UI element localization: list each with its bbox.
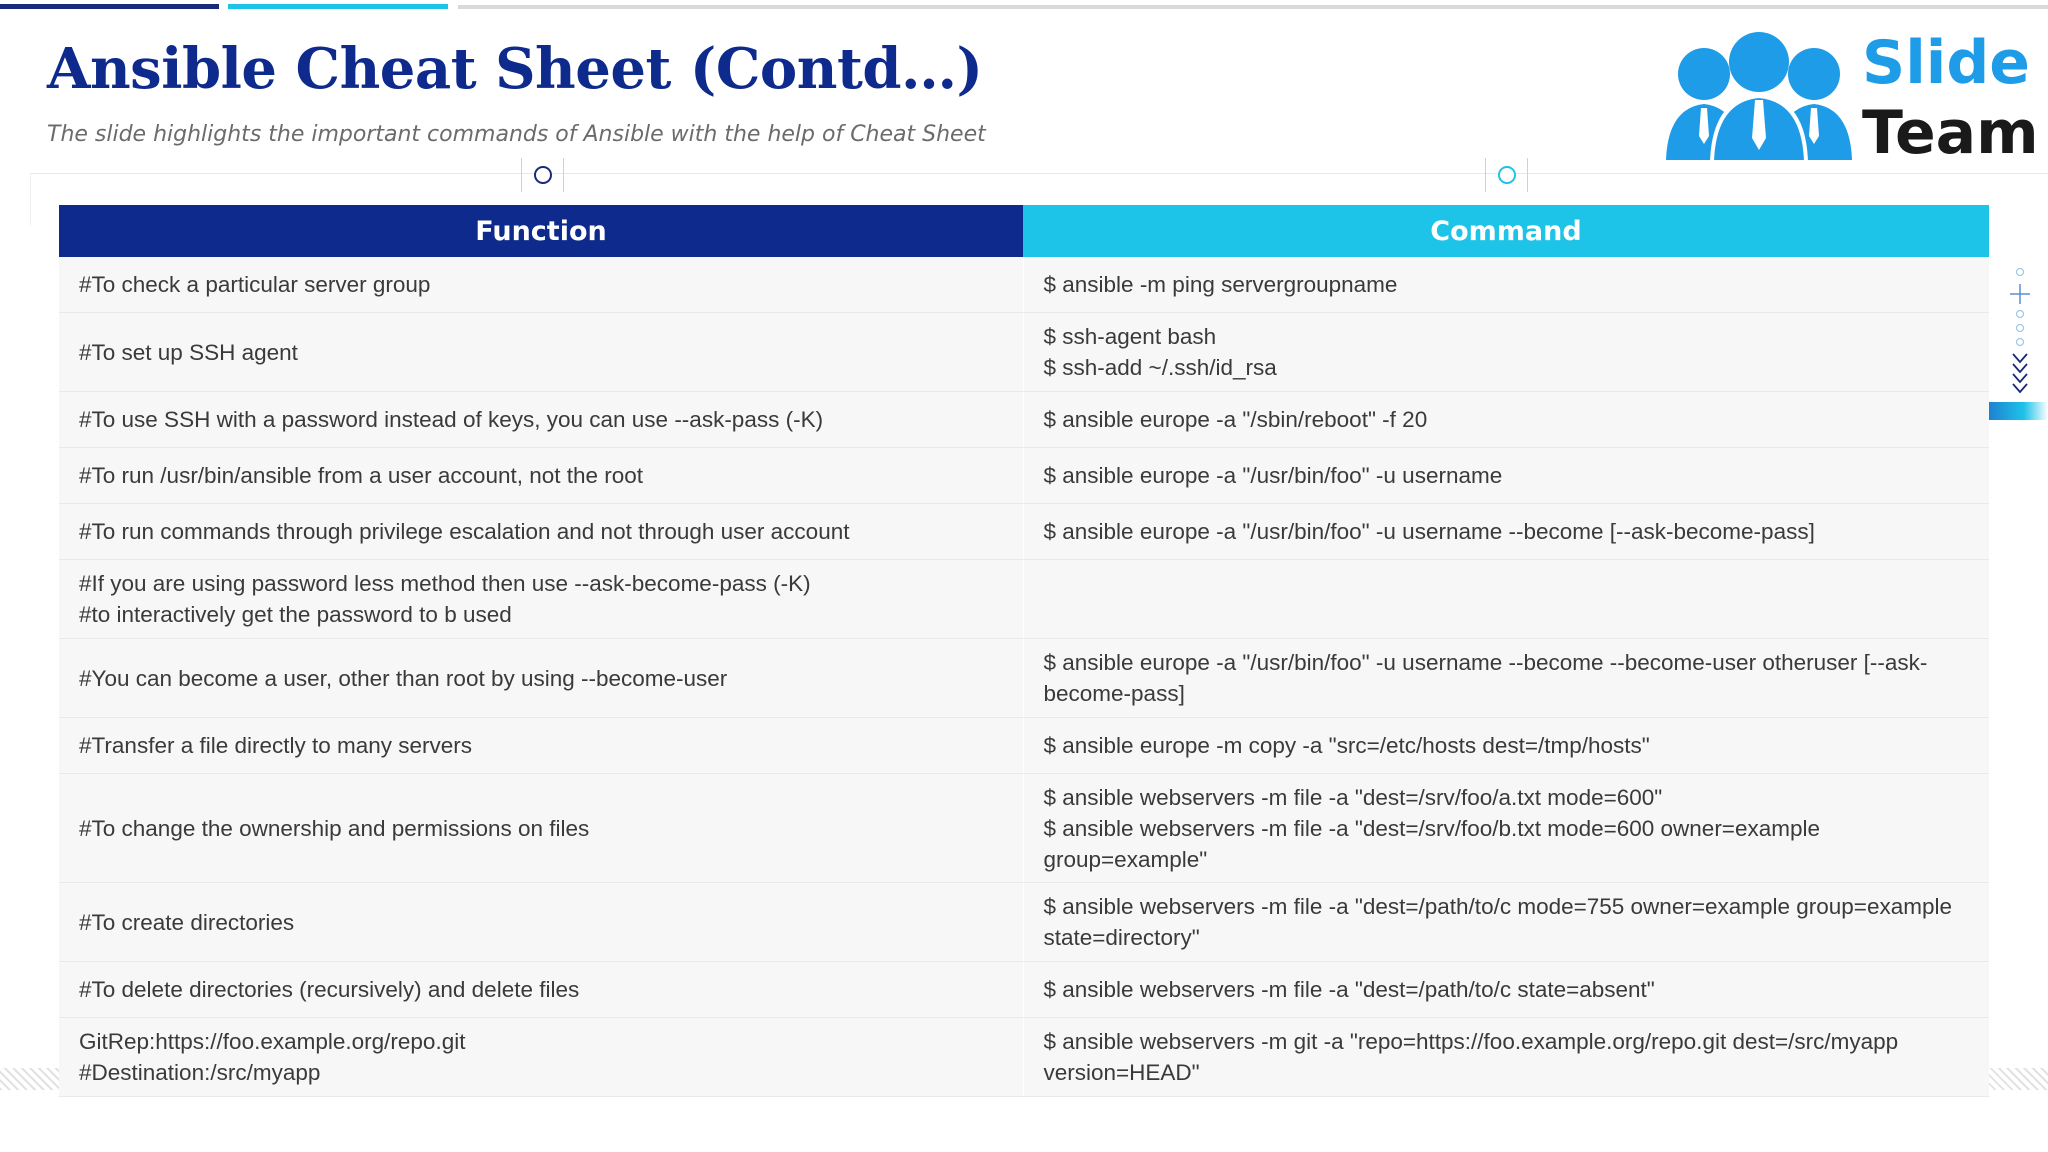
top-accent-bar-grey bbox=[458, 5, 2048, 9]
function-cell: #To run /usr/bin/ansible from a user account, not the root bbox=[59, 448, 1023, 504]
command-cell: $ ansible europe -a "/usr/bin/foo" -u username --become --become-user otheruser [--ask-become-pass] bbox=[1023, 639, 1989, 718]
command-cell: $ ansible webservers -m file -a "dest=/path/to/c state=absent" bbox=[1023, 962, 1989, 1018]
function-cell: GitRep:https://foo.example.org/repo.git #Destination:/src/myapp bbox=[59, 1018, 1023, 1097]
table-row bbox=[59, 313, 1989, 392]
side-accent-bar bbox=[1988, 402, 2048, 420]
guide-box-edge bbox=[30, 173, 31, 225]
command-cell: $ ansible europe -m copy -a "src=/etc/hosts dest=/tmp/hosts" bbox=[1023, 718, 1989, 774]
guide-tick bbox=[563, 158, 564, 192]
command-cell: $ ansible webservers -m file -a "dest=/srv/foo/a.txt mode=600" $ ansible webservers -m file -a "dest=/srv/foo/b.txt mode=600 owner=example group=example" bbox=[1023, 774, 1989, 883]
decorative-arrows-icon bbox=[2005, 262, 2035, 422]
guide-tick bbox=[1485, 158, 1486, 192]
slide-team-logo bbox=[1664, 28, 2039, 168]
function-cell: #To create directories bbox=[59, 883, 1023, 962]
column-header-command: Command bbox=[1023, 205, 1989, 257]
function-cell: #To run commands through privilege escalation and not through user account bbox=[59, 504, 1023, 560]
column-marker-command bbox=[1498, 166, 1516, 184]
table-row bbox=[59, 504, 1989, 560]
slide-subtitle: The slide highlights the important commands of Ansible with the help of Cheat Sheet bbox=[47, 122, 986, 147]
team-people-icon bbox=[1664, 28, 1854, 168]
function-cell: #To set up SSH agent bbox=[59, 313, 1023, 392]
slide-title: Ansible Cheat Sheet (Contd…) bbox=[47, 36, 983, 102]
table-row bbox=[59, 1018, 1989, 1097]
command-cell: $ ansible europe -a "/usr/bin/foo" -u username bbox=[1023, 448, 1989, 504]
table-row bbox=[59, 392, 1989, 448]
function-cell: #To use SSH with a password instead of keys, you can use --ask-pass (-K) bbox=[59, 392, 1023, 448]
function-cell: #If you are using password less method then use --ask-become-pass (-K) #to interactively get the password to b used bbox=[59, 560, 1023, 639]
command-cell: $ ansible webservers -m git -a "repo=https://foo.example.org/repo.git dest=/src/myapp version=HEAD" bbox=[1023, 1018, 1989, 1097]
function-cell: #To check a particular server group bbox=[59, 257, 1023, 313]
logo-text-team: Team bbox=[1862, 98, 2039, 168]
table-row bbox=[59, 718, 1989, 774]
table-row bbox=[59, 774, 1989, 883]
guide-tick bbox=[521, 158, 522, 192]
guide-tick bbox=[1527, 158, 1528, 192]
command-cell bbox=[1023, 560, 1989, 639]
command-cell: $ ansible europe -a "/sbin/reboot" -f 20 bbox=[1023, 392, 1989, 448]
command-cell: $ ssh-agent bash $ ssh-add ~/.ssh/id_rsa bbox=[1023, 313, 1989, 392]
cheat-sheet-table bbox=[59, 205, 1989, 1097]
command-cell: $ ansible europe -a "/usr/bin/foo" -u username --become [--ask-become-pass] bbox=[1023, 504, 1989, 560]
top-accent-bar-navy bbox=[0, 4, 219, 9]
table-row bbox=[59, 639, 1989, 718]
logo-text-slide: Slide bbox=[1862, 28, 2030, 98]
table-row bbox=[59, 883, 1989, 962]
top-accent-bar-cyan bbox=[228, 4, 448, 9]
guide-line bbox=[30, 173, 2048, 174]
table-row bbox=[59, 962, 1989, 1018]
table-row bbox=[59, 257, 1989, 313]
column-marker-function bbox=[534, 166, 552, 184]
column-header-function: Function bbox=[59, 205, 1023, 257]
function-cell: #Transfer a file directly to many servers bbox=[59, 718, 1023, 774]
function-cell: #To change the ownership and permissions on files bbox=[59, 774, 1023, 883]
table-row bbox=[59, 448, 1989, 504]
command-cell: $ ansible -m ping servergroupname bbox=[1023, 257, 1989, 313]
function-cell: #To delete directories (recursively) and delete files bbox=[59, 962, 1023, 1018]
command-cell: $ ansible webservers -m file -a "dest=/path/to/c mode=755 owner=example group=example state=directory" bbox=[1023, 883, 1989, 962]
function-cell: #You can become a user, other than root by using --become-user bbox=[59, 639, 1023, 718]
table-header-row bbox=[59, 205, 1989, 257]
table-row bbox=[59, 560, 1989, 639]
